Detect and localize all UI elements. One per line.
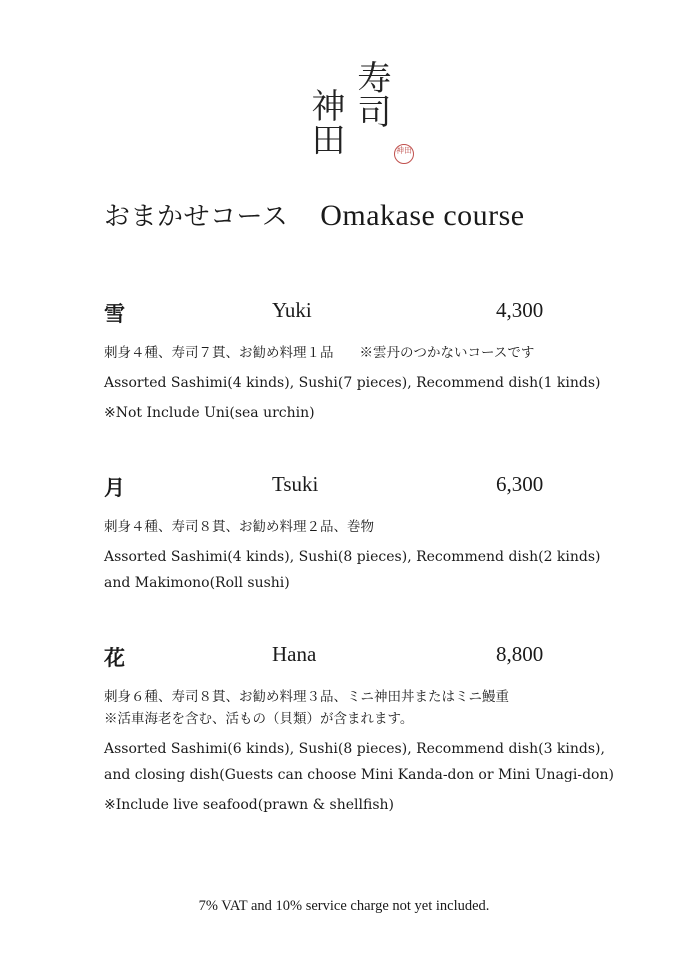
red-seal-stamp: 神田 (394, 144, 414, 164)
course-name: Tsuki (272, 472, 319, 496)
course-hana (104, 642, 644, 816)
title-japanese: おまかせコース (104, 202, 289, 232)
course-description-en-cont: and closing dish(Guests can choose Mini Kanda-don or Mini Unagi-don) (104, 767, 614, 783)
course-header (104, 298, 644, 328)
description-jp-note: ※雲丹のつかないコースです (359, 345, 535, 361)
course-price: 4,300 (496, 298, 544, 322)
course-price: 6,300 (496, 472, 544, 496)
course-tsuki (104, 472, 644, 594)
course-kanji: 雪 (104, 301, 125, 326)
logo-text-sushi: 寿司 (351, 60, 391, 128)
course-name: Yuki (272, 298, 312, 322)
course-note-jp: ※活車海老を含む、活もの（貝類）が含まれます。 (104, 711, 414, 727)
title-english: Omakase course (320, 199, 525, 232)
page-title (104, 196, 525, 233)
course-price: 8,800 (496, 642, 544, 666)
course-description-en-cont: and Makimono(Roll sushi) (104, 575, 290, 591)
course-description-en: Assorted Sashimi(4 kinds), Sushi(7 pieces), Recommend dish(1 kinds) (104, 375, 601, 391)
course-header (104, 642, 644, 672)
course-header (104, 472, 644, 502)
course-description-en: Assorted Sashimi(4 kinds), Sushi(8 pieces), Recommend dish(2 kinds) (104, 549, 601, 565)
course-description-jp: 刺身４種、寿司８貫、お勧め料理２品、巻物 (104, 519, 374, 535)
course-yuki (104, 298, 644, 424)
course-description-jp (104, 342, 644, 364)
course-note-en: ※Not Include Uni(sea urchin) (104, 405, 315, 421)
logo-text-kanda: 神田 (305, 88, 345, 156)
course-description-jp: 刺身６種、寿司８貫、お勧め料理３品、ミニ神田丼またはミニ鰻重 (104, 689, 509, 705)
course-note-en: ※Include live seafood(prawn & shellfish) (104, 797, 394, 813)
description-jp-text: 刺身４種、寿司７貫、お勧め料理１品 (104, 345, 334, 361)
course-kanji: 月 (104, 475, 125, 500)
restaurant-logo (300, 58, 420, 170)
course-description-en: Assorted Sashimi(6 kinds), Sushi(8 pieces), Recommend dish(3 kinds), (104, 741, 605, 757)
course-kanji: 花 (104, 645, 125, 670)
course-name: Hana (272, 642, 317, 666)
tax-service-note: 7% VAT and 10% service charge not yet included. (198, 898, 490, 914)
